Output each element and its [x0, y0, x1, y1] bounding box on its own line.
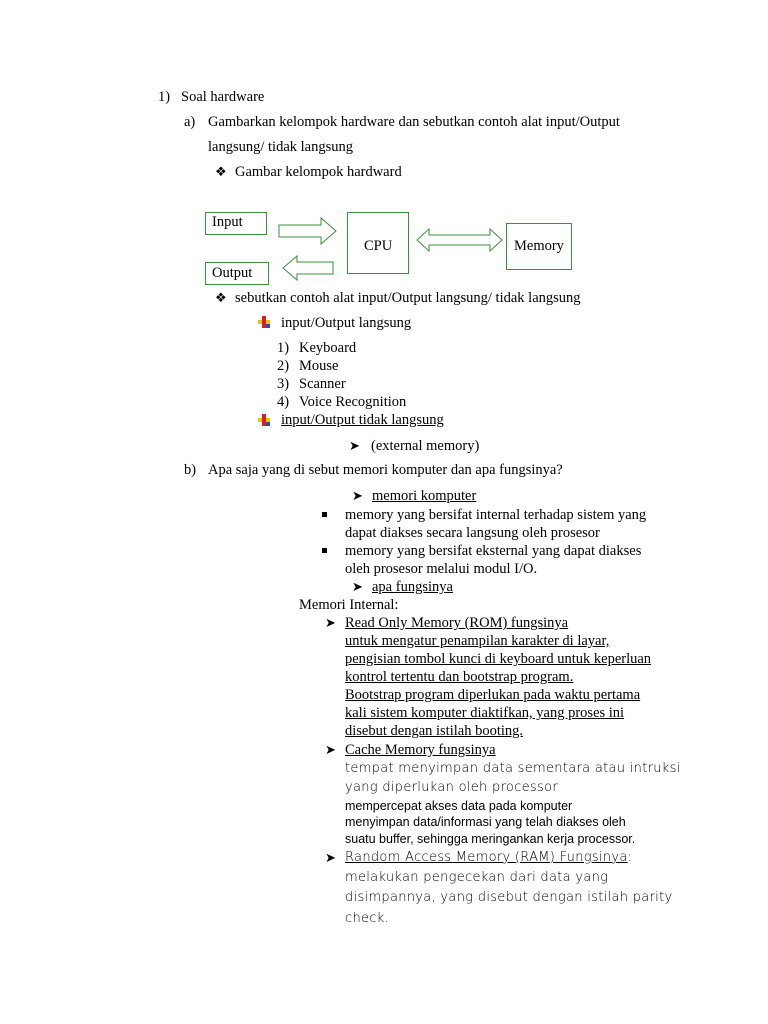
arrowhead-bullet-icon: ➤	[352, 579, 363, 594]
direct-item-number: 3)	[277, 376, 290, 392]
arrowhead-bullet-icon: ➤	[352, 488, 363, 503]
memori-internal-heading: Memori Internal:	[299, 597, 399, 613]
external-desc-line2: oleh prosesor melalui modul I/O.	[345, 561, 538, 577]
ram-line: melakukan pengecekan dari data yang	[345, 870, 609, 885]
cache-sans-line: mempercepat akses data pada komputer	[345, 799, 573, 813]
q1a-text-line1: Gambarkan kelompok hardware dan sebutkan contoh alat input/Output	[208, 114, 620, 130]
ram-line: check.	[345, 911, 389, 926]
q1b-text: Apa saja yang di sebut memori komputer dan apa fungsinya?	[208, 462, 563, 478]
q1-title: Soal hardware	[181, 89, 265, 105]
cache-hand-line: yang diperlukan oleh processor	[345, 780, 558, 795]
rom-line: Bootstrap program diperlukan pada waktu pertama	[345, 687, 641, 703]
arrow-cpu-memory	[417, 229, 502, 251]
input-label: Input	[212, 214, 243, 230]
ram-heading: Random Access Memory (RAM) Fungsinya	[345, 850, 628, 865]
arrowhead-bullet-icon: ➤	[325, 850, 336, 865]
cache-heading: Cache Memory fungsinya	[345, 742, 496, 758]
diamond-bullet-icon: ❖	[215, 290, 227, 305]
external-desc-line1: memory yang bersifat eksternal yang dapat diakses	[345, 543, 642, 559]
rom-line: kontrol tertentu dan bootstrap program.	[345, 669, 574, 685]
external-memory-item: (external memory)	[371, 438, 480, 454]
rom-heading: Read Only Memory (ROM) fungsinya	[345, 615, 569, 631]
direct-io-heading: input/Output langsung	[281, 315, 412, 331]
direct-item-number: 1)	[277, 340, 290, 356]
arrowhead-bullet-icon: ➤	[325, 615, 336, 630]
rom-line: pengisian tombol kunci di keyboard untuk keperluan	[345, 651, 652, 667]
cpu-label: CPU	[364, 238, 393, 254]
ram-line: disimpannya, yang disebut dengan istilah parity	[345, 890, 673, 905]
internal-desc-line2: dapat diakses secara langsung oleh prosesor	[345, 525, 600, 541]
direct-item-text: Mouse	[299, 358, 339, 374]
q1-number: 1)	[158, 89, 171, 105]
cache-hand-line: tempat menyimpan data sementara atau intruksi	[345, 761, 681, 776]
cache-sans-line: menyimpan data/informasi yang telah diakses oleh	[345, 815, 626, 829]
flag-bullet-icon	[258, 316, 270, 328]
arrow-input-to-cpu	[279, 218, 336, 244]
direct-item-text: Keyboard	[299, 340, 357, 356]
q1a-text-line2: langsung/ tidak langsung	[208, 139, 353, 155]
bullet-sebutkan-contoh: sebutkan contoh alat input/Output langsung/ tidak langsung	[235, 290, 581, 306]
q1b-letter: b)	[184, 462, 197, 478]
memory-label: Memory	[514, 238, 564, 254]
direct-item-number: 4)	[277, 394, 290, 410]
rom-line: kali sistem komputer diaktifkan, yang proses ini	[345, 705, 625, 721]
memori-komputer-heading: memori komputer	[372, 488, 477, 504]
direct-item-text: Voice Recognition	[299, 394, 407, 410]
rom-line: untuk mengatur penampilan karakter di layar,	[345, 633, 610, 649]
direct-item-text: Scanner	[299, 376, 346, 392]
internal-desc-line1: memory yang bersifat internal terhadap sistem yang	[345, 507, 647, 523]
cache-sans-line: suatu buffer, sehingga meringankan kerja processor.	[345, 832, 636, 846]
flag-bullet-icon	[258, 414, 270, 426]
arrowhead-bullet-icon: ➤	[349, 438, 360, 453]
square-bullet-icon	[322, 512, 327, 517]
rom-line: disebut dengan istilah booting.	[345, 723, 524, 739]
square-bullet-icon	[322, 548, 327, 553]
diamond-bullet-icon: ❖	[215, 164, 227, 179]
ram-heading-colon: :	[627, 850, 633, 865]
bullet-gambar-kelompok: Gambar kelompok hardward	[235, 164, 402, 180]
arrowhead-bullet-icon: ➤	[325, 742, 336, 757]
apa-fungsinya-heading: apa fungsinya	[372, 579, 453, 595]
q1a-letter: a)	[184, 114, 196, 130]
diagram-arrows	[0, 0, 768, 320]
direct-item-number: 2)	[277, 358, 290, 374]
arrow-cpu-to-output	[283, 256, 333, 280]
ram-heading-row	[345, 849, 632, 867]
indirect-io-heading: input/Output tidak langsung	[281, 412, 444, 428]
output-label: Output	[212, 265, 253, 281]
